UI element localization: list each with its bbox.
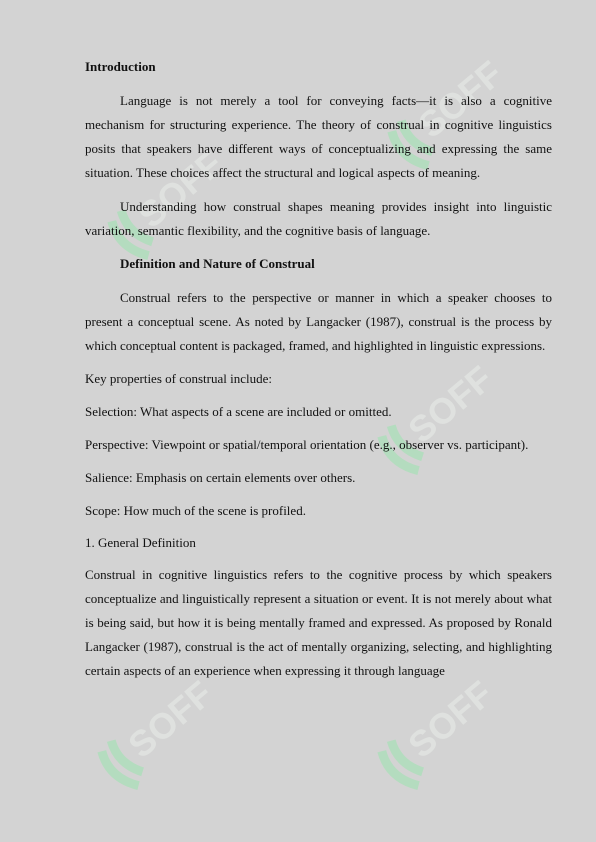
paragraph-intro-2: Understanding how construal shapes meaning provides insight into linguistic variation, semantic flexibility, and the cognitive basis of language.: [85, 199, 552, 238]
property-salience: Salience: Emphasis on certain elements over others.: [85, 470, 356, 485]
property-perspective: Perspective: Viewpoint or spatial/temporal orientation (e.g., observer vs. participant).: [85, 437, 529, 452]
section-heading-definition: Definition and Nature of Construal: [120, 256, 315, 271]
svg-text:SOFF: SOFF: [410, 60, 511, 146]
section-heading-introduction: Introduction: [85, 59, 156, 74]
section-heading-general-definition: 1. General Definition: [85, 535, 196, 550]
svg-text:SOFF: SOFF: [120, 680, 221, 766]
property-selection: Selection: What aspects of a scene are included or omitted.: [85, 404, 392, 419]
paragraph-intro-1: Language is not merely a tool for conveying facts—it is also a cognitive mechanism for structuring experience. The theory of construal in cognitive linguistics posits that speakers have different ways of conceptualizing and expressing the same situation. These choices affect the structural and logical aspects of meaning.: [85, 93, 552, 180]
key-properties-intro: Key properties of construal include:: [85, 371, 272, 386]
watermark-logo: [85, 680, 235, 795]
svg-text:SOFF: SOFF: [400, 680, 501, 766]
paragraph-definition: Construal refers to the perspective or manner in which a speaker chooses to present a conceptual scene. As noted by Langacker (1987), construal is the process by which conceptual content is packaged, framed, and highlighted in linguistic expressions.: [85, 290, 552, 353]
paragraph-general-definition: Construal in cognitive linguistics refers to the cognitive process by which speakers conceptualize and linguistically represent a situation or event. It is not merely about what is being said, but how it is being mentally framed and expressed. As proposed by Ronald Langacker (1987), construal is the act of mentally organizing, selecting, and highlighting certain aspects of an experience when expressing it through language: [85, 567, 552, 678]
watermark-icon: [365, 680, 515, 790]
svg-text:SOFF: SOFF: [130, 150, 231, 236]
watermark-icon: [85, 680, 235, 790]
property-scope: Scope: How much of the scene is profiled.: [85, 503, 306, 518]
watermark-logo: [365, 680, 515, 795]
svg-text:SOFF: SOFF: [400, 365, 501, 451]
document-body: [85, 55, 552, 683]
